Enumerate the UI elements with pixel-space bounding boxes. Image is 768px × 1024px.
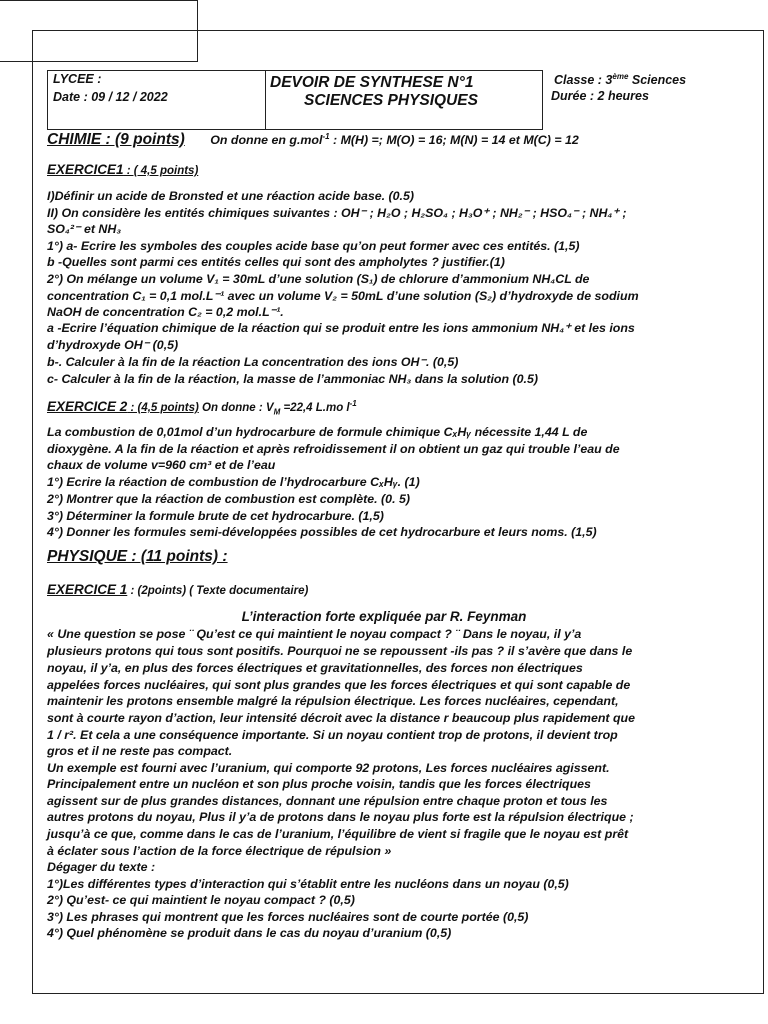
chimie-ex2-heading: EXERCICE 2 : (4,5 points) On donne : $V_M =22,4$ L.mo $l^{-1}$ [47,398,357,417]
exam-subject: SCIENCES PHYSIQUES [304,92,478,109]
document-line: gros et il ne reste pas compact. [47,744,233,758]
document-line: maintenir les protons ensemble malgré la répulsion électrique. Les forces nucléaires, cependant, [47,694,619,708]
chimie-heading [47,129,579,148]
document-title: L’interaction forte expliquée par R. Feynman [241,609,527,624]
exam-date: Date : 09 / 12 / 2022 [53,90,168,104]
document-line: agissent sur de plus grandes distances, donnant une répulsion entre chaque proton et tous les [47,794,608,808]
chimie-ex2-line: 1°) Ecrire la réaction de combustion de l’hydrocarbure CₓHᵧ. (1) [47,475,420,489]
chimie-ex1-line: 2°) On mélange un volume V₁ = 30mL d’une solution (S₁) de chlorure d’ammonium NH₄CL de [47,272,590,286]
chimie-ex2-line: dioxygène. A la fin de la réaction et après refroidissement il on obtient un gaz qui trouble l’eau de [47,442,620,456]
document-line: jusqu’à ce que, comme dans le cas de l’uranium, l’équilibre de vient si fragile que le noyau est prêt [47,827,629,841]
chimie-ex1-line: b-. Calculer à la fin de la réaction La concentration des ions OH⁻. (0,5) [47,355,459,369]
document-line: appelées forces nucléaires, qui sont plus grandes que les forces électriques et qui sont capable de [47,678,631,692]
chimie-ex1-line: SO₄²⁻ et NH₃ [47,222,122,236]
document-line: noyau, il y’a, en plus des forces électriques et gravitationnelles, des forces non électriques [47,661,583,675]
chimie-title: CHIMIE : (9 points) [47,131,185,149]
chimie-ex2-line: La combustion de 0,01mol d’un hydrocarbure de formule chimique CₓHᵧ nécessite 1,44 L de [47,425,588,439]
document-line: Un exemple est fourni avec l’uranium, qui comporte 92 protons, Les forces nucléaires agissent. [47,761,610,775]
chimie-ex1-heading: EXERCICE1 : ( 4,5 points) [47,162,199,177]
document-line: plusieurs protons qui tous sont positifs. Pourquoi ne se repoussent -ils pas ? il s’avère que dans le [47,644,633,658]
chimie-ex1-line: d’hydroxyde OH⁻ (0,5) [47,338,179,352]
chimie-ex1-line: b -Quelles sont parmi ces entités celles qui sont des ampholytes ? justifier.(1) [47,255,505,269]
document-line: sont à courte rayon d’action, leur intensité décroit avec la distance r beaucoup plus rapidement que [47,711,636,725]
exam-title: DEVOIR DE SYNTHESE N°1 [270,74,474,91]
document-line: Dégager du texte : [47,860,156,874]
chimie-ex2-line: 2°) Montrer que la réaction de combustion est complète. (0. 5) [47,492,410,506]
school-label: LYCEE : [53,72,102,86]
chimie-ex2-line: chaux de volume v=960 cm³ et de l’eau [47,458,276,472]
duration-label: Durée : 2 heures [551,89,649,103]
question-line: 3°) Les phrases qui montrent que les forces nucléaires sont de courte portée (0,5) [47,910,529,924]
document-line: « Une question se pose ¨ Qu’est ce qui maintient le noyau compact ? ¨ Dans le noyau, il y’a [47,627,582,641]
document-line: Principalement entre un nucléon et son plus proche voisin, tandis que les forces électriques [47,777,591,791]
document-line: à éclater sous l’action de la force électrique de répulsion » [47,844,392,858]
chimie-ex1-line: c- Calculer à la fin de la réaction, la masse de l’ammoniac NH₃ dans la solution (0.5) [47,372,538,386]
document-line: autres protons du noyau, Plus il y’a de protons dans le noyau plus forte est la répulsion électrique ; [47,810,634,824]
question-line: 4°) Quel phénomène se produit dans le cas du noyau d’uranium (0,5) [47,926,452,940]
chimie-ex1-line: I)Définir un acide de Bronsted et une réaction acide base. (0.5) [47,189,414,203]
class-label: Classe : 3ème Sciences [554,72,687,88]
chimie-ex1-line: concentration C₁ = 0,1 mol.L⁻¹ avec un volume V₂ = 50mL d’une solution (S₂) d’hydroxyde de sodium [47,289,639,303]
question-line: 2°) Qu’est- ce qui maintient le noyau compact ? (0,5) [47,893,355,907]
chimie-ex2-line: 4°) Donner les formules semi-développées possibles de cet hydrocarbure et leurs noms. (1,5) [47,525,597,539]
chimie-ex1-line: NaOH de concentration C₂ = 0,2 mol.L⁻¹. [47,305,284,319]
physique-title: PHYSIQUE : (11 points) : [47,548,228,565]
chimie-ex2-line: 3°) Déterminer la formule brute de cet hydrocarbure. (1,5) [47,509,384,523]
physique-ex1-heading: EXERCICE 1 : (2points) ( Texte documentaire) [47,582,309,597]
chimie-ex1-line: II) On considère les entités chimiques suivantes : OH⁻ ; H₂O ; H₂SO₄ ; H₃O⁺ ; NH₂⁻ ; HSO₄⁻ ; NH₄⁺ ; [47,206,627,220]
document-line: 1 / r². Et cela a une conséquence importante. Si un noyau contient trop de protons, il devient trop [47,728,618,742]
chimie-ex1-line: 1°) a- Ecrire les symboles des couples acide base qu’on peut former avec ces entités. (1,5) [47,239,580,253]
molar-mass-given: On donne en g.mol$^{-1}$ : M(H) =; M(O) = 16; M(N) = 14 et M(C) = 12 [210,132,579,148]
chimie-ex1-line: a -Ecrire l’équation chimique de la réaction qui se produit entre les ions ammonium NH₄⁺ et les ions [47,321,635,335]
question-line: 1°)Les différentes types d’interaction qui s’établit entre les nucléons dans un noyau (0,5) [47,877,569,891]
